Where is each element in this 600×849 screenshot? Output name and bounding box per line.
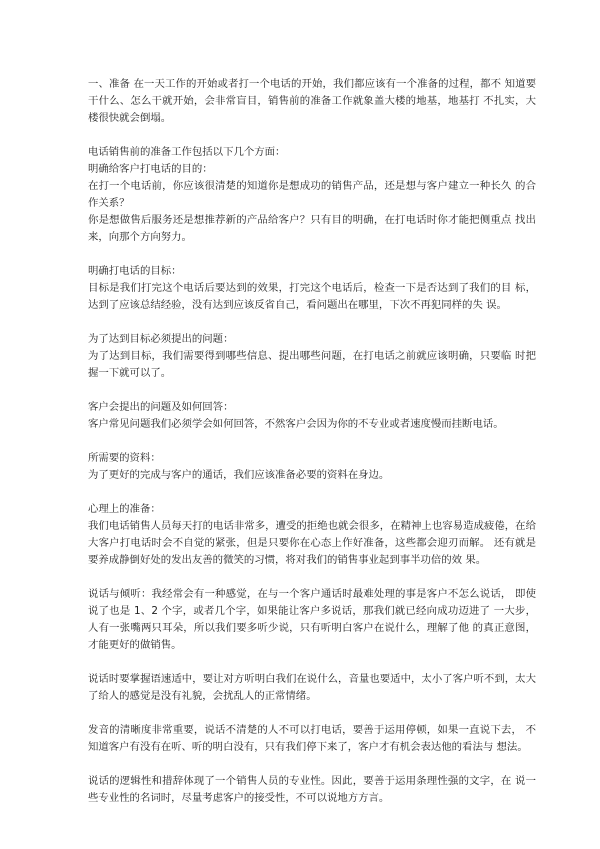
answers-paragraph: 客户常见问题我们必须学会如何回答，不然客户会因为你的不专业或者速度慢而挂断电话。 [88, 418, 504, 430]
listening-paragraph: 说话与倾听：我经常会有一种感觉，在与一个客户通话时最难处理的事是客户不怎么说话， 即使说了也是 1、2 个字，或者几个字，如果能让客户多说话，那我们就已经向成功迈进了 一大步，人有一张嘴两只耳朵，所以我们要多听少说，只有听明白客户在说什么，理解了他 的真正意图，才能更好的做销售。 [88, 588, 536, 651]
section-heading-goal: 明确打电话的目标： [88, 265, 182, 277]
purpose-paragraph-2: 你是想做售后服务还是想推荐新的产品给客户？只有目的明确，在打电话时你才能把侧重点 找出来，向那个方向努力。 [88, 214, 536, 243]
section-heading-mindset: 心理上的准备： [88, 503, 161, 515]
materials-paragraph: 为了更好的完成与客户的通话，我们应该准备必要的资料在身边。 [88, 469, 390, 481]
section-heading-materials: 所需要的资料： [88, 452, 161, 464]
section-heading-questions: 为了达到目标必须提出的问题： [88, 333, 234, 345]
section-heading-purpose: 明确给客户打电话的目的： [88, 163, 213, 175]
spacer [88, 433, 536, 450]
clarity-paragraph: 发音的清晰度非常重要，说话不清楚的人不可以打电话，要善于运用停顿，如果一直说下去， 不知道客户有没有在听、听的明白没有，只有我们停下来了，客户才有机会表达他的看法与 想法。 [88, 724, 536, 753]
spacer [88, 246, 536, 263]
speed-paragraph: 说话时要掌握语速适中，要让对方听明白我们在说什么，音量也要适中，太小了客户听不到，太大了给人的感觉是没有礼貌，会扰乱人的正常情绪。 [88, 673, 536, 702]
prep-intro-line: 电话销售前的准备工作包括以下几个方面： [88, 146, 286, 158]
spacer [88, 382, 536, 399]
spacer [88, 705, 536, 722]
goal-paragraph: 目标是我们打完这个电话后要达到的效果，打完这个电话后，检查一下是否达到了我们的目 标，达到了应该总结经验，没有达到应该反省自己，看问题出在哪里，下次不再犯同样的失 误。 [88, 282, 536, 311]
spacer [88, 314, 536, 331]
section-heading-answers: 客户会提出的问题及如何回答： [88, 401, 234, 413]
spacer [88, 756, 536, 773]
intro-paragraph: 一、准备 在一天工作的开始或者打一个电话的开始，我们都应该有一个准备的过程，都不 知道要干什么、怎么干就开始，会非常盲目，销售前的准备工作就象盖大楼的地基，地基打 不扎实，大楼很快就会倒塌。 [88, 78, 536, 124]
document-body [88, 76, 536, 807]
spacer [88, 127, 536, 144]
purpose-paragraph-1: 在打一个电话前，你应该很清楚的知道你是想成功的销售产品，还是想与客户建立一种长久 的合作关系？ [88, 180, 536, 209]
questions-paragraph: 为了达到目标，我们需要得到哪些信息、提出哪些问题，在打电话之前就应该明确，只要临 时把握一下就可以了。 [88, 350, 536, 379]
spacer [88, 569, 536, 586]
spacer [88, 654, 536, 671]
mindset-paragraph: 我们电话销售人员每天打的电话非常多，遭受的拒绝也就会很多，在精神上也容易造成疲倦，在给大客户打电话时会不自觉的紧张，但是只要你在心态上作好准备，这些都会迎刃而解。 还有就是要养成静倒好处的发出友善的微笑的习惯，将对我们的销售事业起到事半功倍的效 果。 [88, 520, 536, 566]
logic-paragraph: 说话的逻辑性和措辞体现了一个销售人员的专业性。因此，要善于运用条理性强的文字，在 说一些专业性的名词时，尽量考虑客户的接受性，不可以说地方方言。 [88, 775, 536, 804]
spacer [88, 484, 536, 501]
